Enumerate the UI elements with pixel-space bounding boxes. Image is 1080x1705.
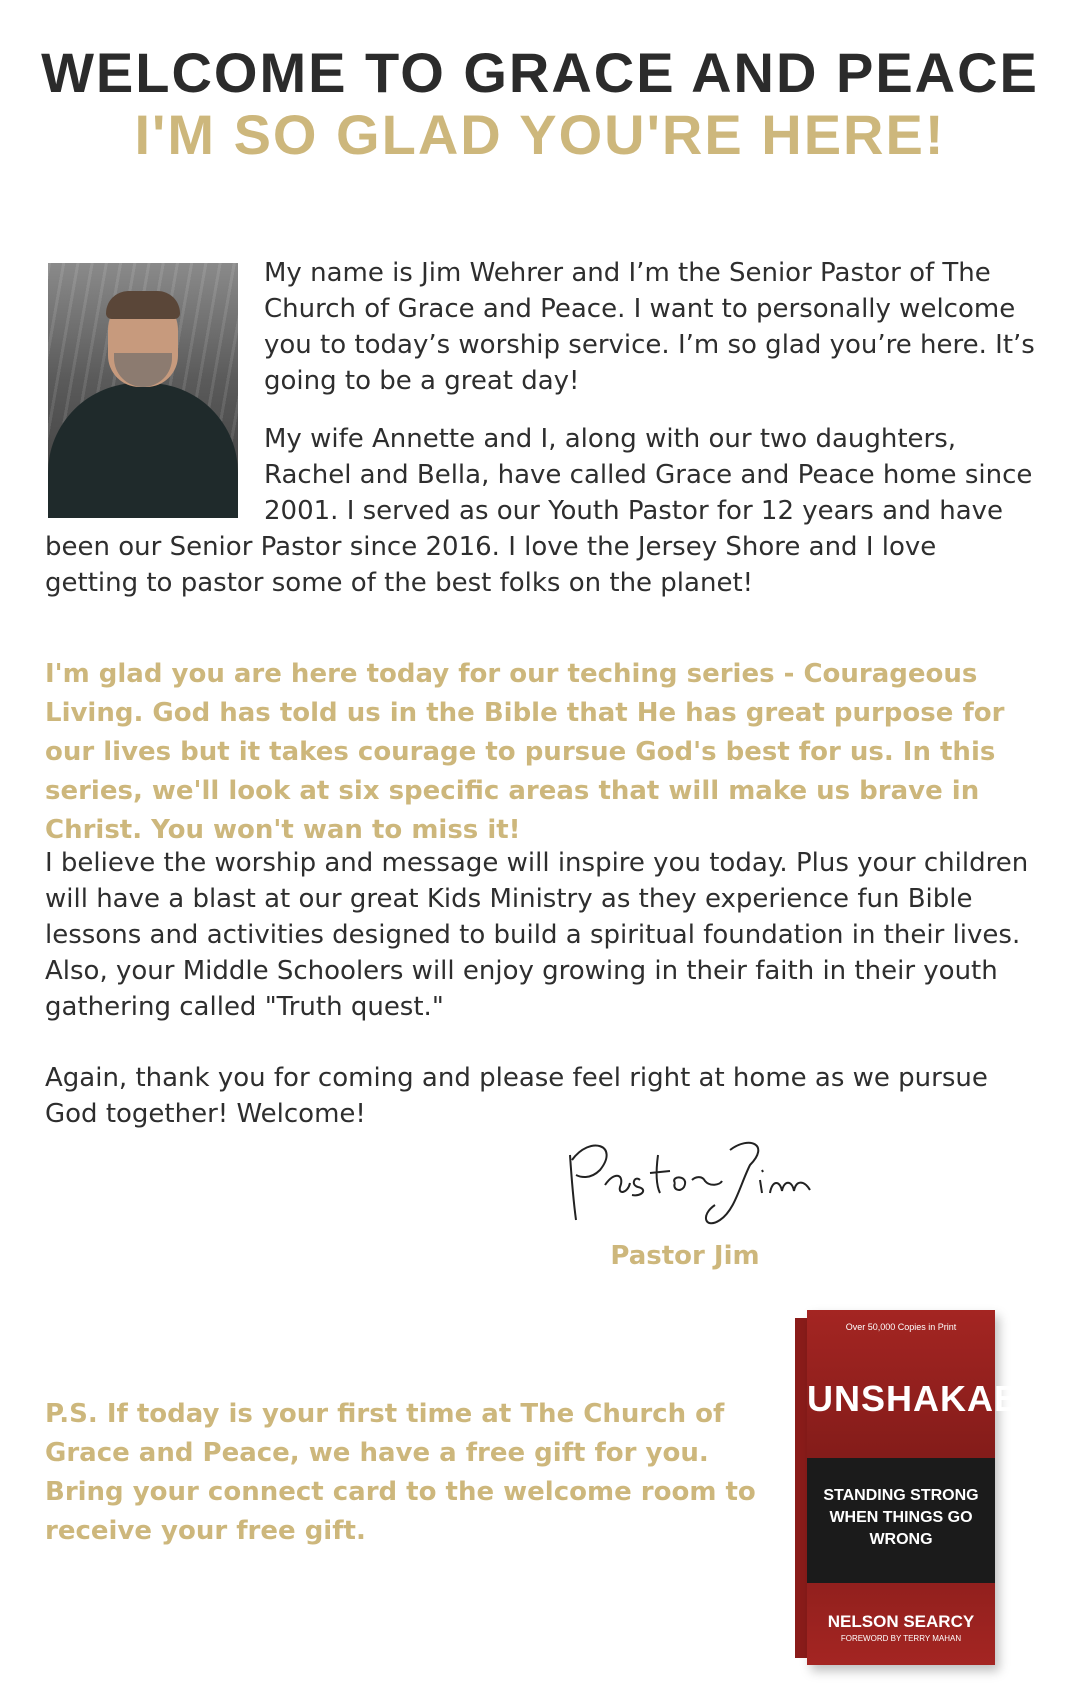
- page-title: WELCOME TO GRACE AND PEACE: [41, 41, 1039, 104]
- series-section: [45, 655, 1045, 850]
- pastor-photo: [48, 263, 238, 518]
- handwritten-signature: [560, 1125, 820, 1235]
- intro-paragraph-1: My name is Jim Wehrer and I’m the Senior Pastor of The Church of Grace and Peace. I want to personally welcome you to today’s worship service. I’m so glad you’re here. It’s going to be a great day!: [264, 258, 1035, 396]
- believe-paragraph: I believe the worship and message will inspire you today. Plus your children will have a blast at our great Kids Ministry as they experience fun Bible lessons and activities designed to build a spiritual foundation in their lives. Also, your Middle Schoolers will enjoy growing in their faith in their youth gathering called "Truth quest.": [45, 848, 1029, 1022]
- ps-paragraph: P.S. If today is your first time at The Church of Grace and Peace, we have a free gift for you. Bring your connect card to the welcome room to receive your free gift.: [45, 1399, 756, 1546]
- series-paragraph: I'm glad you are here today for our teching series - Courageous Living. God has told us in the Bible that He has great purpose for our lives but it takes courage to pursue God's best for us. In this series, we'll look at six specific areas that will make us brave in Christ. You won't wan to miss it!: [45, 659, 1005, 845]
- book-top-line: Over 50,000 Copies in Print: [845, 1322, 957, 1332]
- book-title: UNSHAKABLE: [807, 1378, 1069, 1419]
- signature-name: Pastor Jim: [610, 1241, 760, 1271]
- intro-section: [45, 255, 1035, 623]
- ps-section: [45, 1395, 785, 1551]
- closing-paragraph: Again, thank you for coming and please feel right at home as we pursue God together! Welcome!: [45, 1063, 988, 1129]
- book-author: NELSON SEARCY: [827, 1612, 975, 1631]
- page-subtitle: I'M SO GLAD YOU'RE HERE!: [134, 103, 946, 166]
- intro-paragraph-2: My wife Annette and I, along with our two daughters, Rachel and Bella, have called Grace and Peace home since 2001. I served as our Youth Pastor for 12 years and have been our Senior Pastor since 2016. I love the Jersey Shore and I love getting to pastor some of the best folks on the planet!: [45, 424, 1033, 598]
- book-foreword: FOREWORD BY TERRY MAHAN: [840, 1634, 962, 1643]
- book-subtitle: STANDING STRONG WHEN THINGS GO WRONG: [823, 1487, 979, 1548]
- book-cover-image: [795, 1310, 1069, 1665]
- closing-section: [45, 1060, 1045, 1132]
- believe-section: [45, 845, 1045, 1025]
